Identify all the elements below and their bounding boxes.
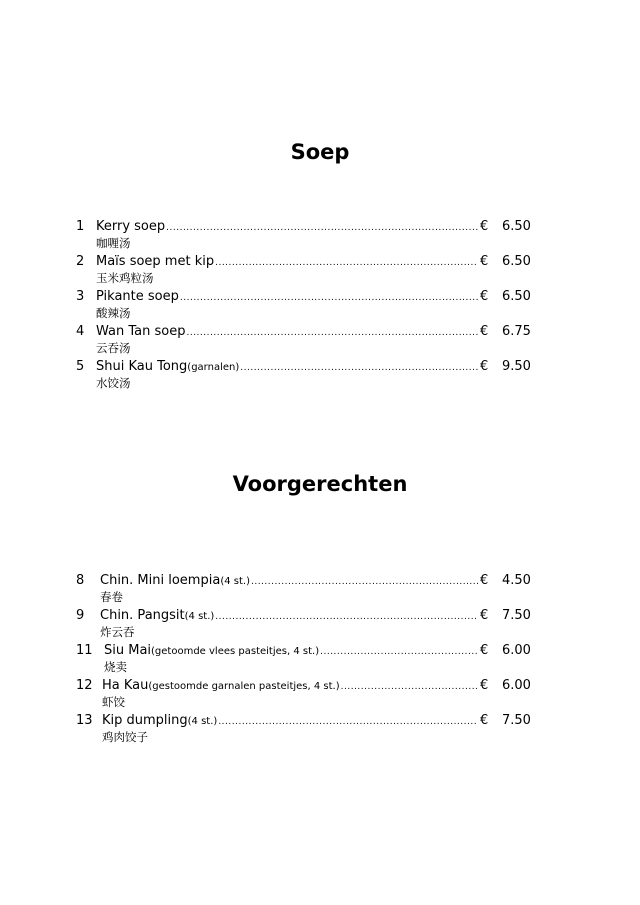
item-note: (gestoomde garnalen pasteitjes, 4 st.) xyxy=(148,681,340,692)
dot-leader xyxy=(180,289,478,307)
item-price: 9.50 xyxy=(502,359,531,374)
dot-leader xyxy=(341,678,478,696)
item-price: 6.00 xyxy=(502,678,531,693)
dot-leader xyxy=(320,643,478,661)
voorgerechten-list xyxy=(76,572,531,747)
item-name: Chin. Mini loempia xyxy=(100,573,221,588)
item-chinese-name: 云吞汤 xyxy=(96,341,131,355)
item-name: Ha Kau xyxy=(102,678,149,693)
currency-symbol: € xyxy=(480,219,489,234)
item-number: 4 xyxy=(76,324,85,339)
item-price: 6.50 xyxy=(502,289,531,304)
currency-symbol: € xyxy=(480,359,489,374)
currency-symbol: € xyxy=(480,573,489,588)
currency-symbol: € xyxy=(480,678,489,693)
item-chinese-name: 水饺汤 xyxy=(96,376,131,390)
item-chinese-name: 酸辣汤 xyxy=(96,306,131,320)
item-number: 5 xyxy=(76,359,85,374)
section-title-soep: Soep xyxy=(290,140,350,164)
item-name: Kip dumpling xyxy=(102,713,188,728)
item-number: 11 xyxy=(76,643,93,658)
item-note: (4 st.) xyxy=(220,576,250,587)
soep-list xyxy=(76,218,531,393)
currency-symbol: € xyxy=(480,713,489,728)
menu-item xyxy=(76,607,531,642)
item-chinese-name: 咖喱汤 xyxy=(96,236,131,250)
item-name: Siu Mai xyxy=(104,643,152,658)
dot-leader xyxy=(215,608,478,626)
item-name: Pikante soep xyxy=(96,289,179,304)
dot-leader xyxy=(166,219,478,237)
currency-symbol: € xyxy=(480,289,489,304)
item-chinese-name: 烧卖 xyxy=(104,660,127,674)
item-chinese-name: 鸡肉饺子 xyxy=(102,730,148,744)
dot-leader xyxy=(186,324,478,342)
item-number: 13 xyxy=(76,713,93,728)
item-number: 12 xyxy=(76,678,93,693)
item-note: (4 st.) xyxy=(184,611,215,622)
currency-symbol: € xyxy=(480,608,489,623)
item-number: 3 xyxy=(76,289,85,304)
item-name: Wan Tan soep xyxy=(96,324,186,339)
menu-item xyxy=(76,253,531,288)
item-note: (garnalen) xyxy=(187,362,240,373)
currency-symbol: € xyxy=(480,324,489,339)
item-name: Kerry soep xyxy=(96,219,166,234)
currency-symbol: € xyxy=(480,643,489,658)
item-price: 4.50 xyxy=(502,573,531,588)
item-number: 1 xyxy=(76,219,85,234)
menu-item xyxy=(76,712,531,747)
item-note: (getoomde vlees pasteitjes, 4 st.) xyxy=(151,646,320,657)
item-chinese-name: 炸云吞 xyxy=(100,625,135,639)
dot-leader xyxy=(215,254,478,272)
menu-item xyxy=(76,642,531,677)
item-name: Shui Kau Tong xyxy=(96,359,188,374)
item-number: 8 xyxy=(76,573,85,588)
item-chinese-name: 玉米鸡粒汤 xyxy=(96,271,154,285)
item-name: Maïs soep met kip xyxy=(96,254,215,269)
dot-leader xyxy=(240,359,478,377)
dot-leader xyxy=(218,713,478,731)
item-price: 6.00 xyxy=(502,643,531,658)
menu-item xyxy=(76,677,531,712)
item-price: 7.50 xyxy=(502,713,531,728)
menu-item xyxy=(76,358,531,393)
menu-item xyxy=(76,572,531,607)
item-name: Chin. Pangsit xyxy=(100,608,185,623)
dot-leader xyxy=(251,573,478,591)
menu-item xyxy=(76,323,531,358)
item-price: 7.50 xyxy=(502,608,531,623)
section-title-voorgerechten: Voorgerechten xyxy=(232,472,408,496)
item-number: 9 xyxy=(76,608,85,623)
item-chinese-name: 虾饺 xyxy=(102,695,125,709)
item-chinese-name: 春卷 xyxy=(100,590,123,604)
item-note: (4 st.) xyxy=(187,716,218,727)
menu-item xyxy=(76,288,531,323)
menu-item xyxy=(76,218,531,253)
currency-symbol: € xyxy=(480,254,489,269)
item-price: 6.75 xyxy=(502,324,531,339)
item-price: 6.50 xyxy=(502,219,531,234)
item-number: 2 xyxy=(76,254,85,269)
item-price: 6.50 xyxy=(502,254,531,269)
